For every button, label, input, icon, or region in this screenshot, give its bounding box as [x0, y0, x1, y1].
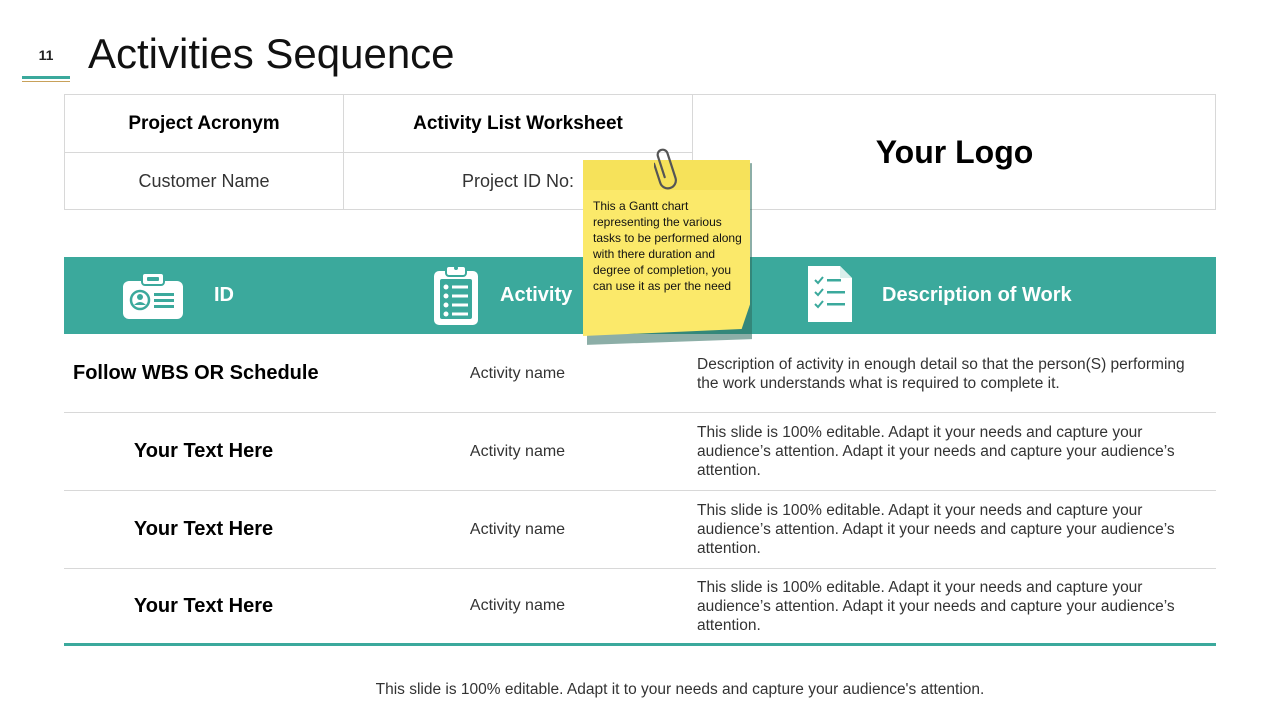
id-card-icon — [122, 272, 184, 320]
table-row — [64, 491, 1216, 569]
worksheet-title-cell: Activity List Worksheet — [344, 95, 693, 153]
table-row — [64, 569, 1216, 646]
row-activity: Activity name — [469, 520, 566, 538]
customer-name-cell: Customer Name — [65, 153, 344, 210]
id-column-header: ID — [214, 284, 234, 306]
row-description: This slide is 100% editable. Adapt it your needs and capture your audience’s attention. Adapt it your needs and capture your audience’s attention. — [697, 502, 1175, 557]
row-id: Follow WBS OR Schedule — [73, 362, 319, 384]
project-id-cell: Project ID No: — [344, 153, 693, 210]
row-activity: Activity name — [469, 364, 566, 382]
description-column-header: Description of Work — [882, 284, 1072, 306]
table-row — [64, 335, 1216, 413]
footer-note: This slide is 100% editable. Adapt it to your needs and capture your audience's attention. — [375, 681, 985, 698]
project-acronym-cell: Project Acronym — [65, 95, 344, 153]
slide-number: 11 — [38, 47, 54, 63]
logo-placeholder: Your Logo — [875, 134, 1034, 170]
slide-number-accent-rule — [22, 81, 70, 82]
row-activity: Activity name — [469, 597, 566, 614]
row-description: This slide is 100% editable. Adapt it your needs and capture your audience’s attention. Adapt it your needs and capture your audience’s attention. — [697, 578, 1175, 634]
document-checklist-icon — [806, 265, 854, 323]
activity-column-header: Activity — [500, 284, 573, 306]
sticky-note-text: This a Gantt chart representing the various tasks to be performed along with there duration and degree of completion, you can use it as per the need — [593, 199, 742, 293]
row-id: Your Text Here — [133, 440, 274, 462]
table-row — [64, 413, 1216, 491]
row-activity: Activity name — [469, 442, 566, 460]
slide-number-rule — [22, 76, 70, 79]
row-id: Your Text Here — [133, 594, 274, 617]
row-description: Description of activity in enough detail so that the person(S) performing the work understands what is required to complete it. — [697, 355, 1185, 392]
row-description: This slide is 100% editable. Adapt it your needs and capture your audience’s attention. Adapt it your needs and capture your audience’s attention. — [697, 424, 1175, 479]
clipboard-list-icon — [432, 263, 480, 327]
page-title: Activities Sequence — [88, 30, 455, 77]
paperclip-icon — [654, 146, 680, 190]
row-id: Your Text Here — [133, 518, 274, 540]
activity-table — [64, 335, 1216, 646]
